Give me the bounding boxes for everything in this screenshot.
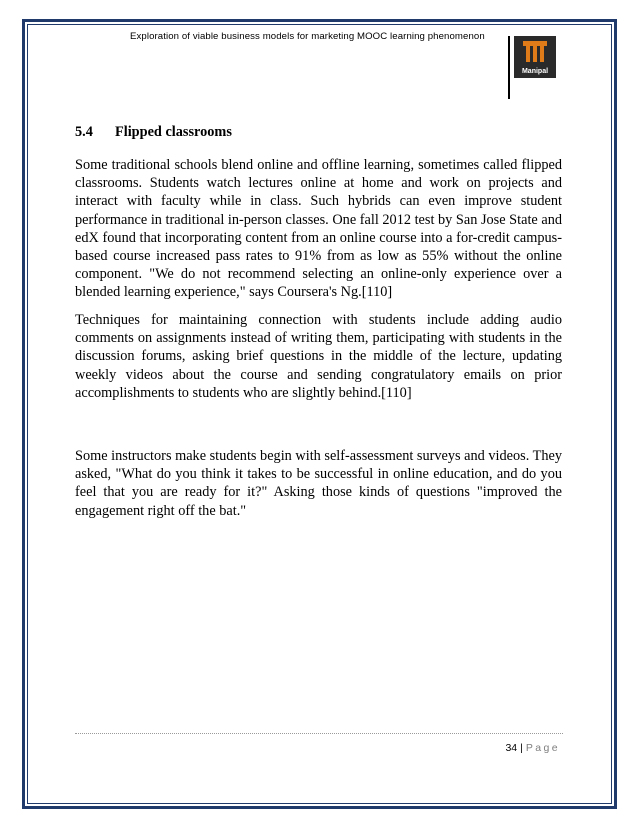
page-label: Page — [525, 742, 560, 754]
section-number: 5.4 — [75, 124, 93, 140]
paragraph-1 — [75, 156, 562, 302]
paragraph-2 — [75, 311, 562, 402]
paragraph-3 — [75, 447, 562, 520]
section-heading — [75, 124, 232, 141]
paragraph-text: Some instructors make students begin with self-assessment surveys and videos. They asked, "What do you think it takes to be successful in online education, and do you feel that you are ready for it?" Asking those kinds of questions "improved the engagement right off the bat." — [75, 448, 562, 519]
section-title: Flipped classrooms — [115, 124, 232, 140]
page-number-footer — [505, 742, 560, 754]
paragraph-text: Techniques for maintaining connection with students include adding audio comments on assignments instead of writing them, participating with students in the discussion forums, asking brief questions in the middle of the lecture, updating weekly videos about the course and sending congratulatory emails on prior accomplishments to students who are slightly behind.[110] — [75, 312, 562, 401]
paragraph-text: Some traditional schools blend online and offline learning, sometimes called flipped classrooms. Students watch lectures online at home and work on projects and interact with faculty while in class. Such hybrids can even improve student performance in traditional in-person classes. One fall 2012 test by San Jose State and edX found that incorporating content from an online course into a for-credit campus-based course increased pass rates to 91% from as low as 55% without the online component. "We do not recommend selecting an online-only experience over a blended learning experience," says Coursera's Ng.[110] — [75, 157, 562, 301]
logo-text: Manipal — [521, 68, 549, 75]
page-number: 34 — [505, 742, 518, 754]
header-title: Exploration of viable business models for marketing MOOC learning phenomenon — [130, 31, 485, 42]
footer-divider — [75, 733, 563, 734]
page-separator: | — [520, 742, 523, 754]
manipal-logo — [514, 36, 556, 78]
page-border-inner — [27, 24, 612, 804]
header-divider — [508, 36, 510, 99]
